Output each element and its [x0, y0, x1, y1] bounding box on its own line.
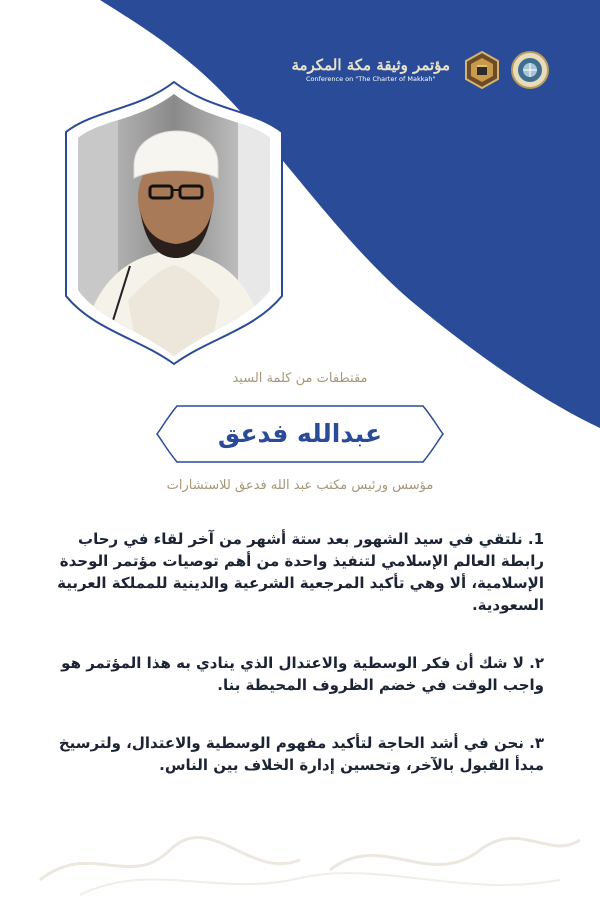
conference-emblem-icon — [462, 50, 502, 90]
quote-point-2: ٢. لا شك أن فكر الوسطية والاعتدال الذي ينادي به هذا المؤتمر هو واجب الوقت في خضم الظروف المحيطة بنا. — [61, 654, 544, 694]
calligraphy-watermark — [0, 760, 600, 900]
quote-point-3: ٣. نحن في أشد الحاجة لتأكيد مفهوم الوسطية والاعتدال، ولترسيخ مبدأ القبول بالآخر، وتحسين إدارة الخلاف بين الناس. — [58, 734, 544, 774]
speaker-name: عبدالله فدعق — [217, 419, 383, 448]
speaker-name-banner — [155, 404, 445, 464]
speaker-intro: مقتطفات من كلمة السيد — [232, 371, 368, 386]
quote-point-1: 1. نلتقي في سيد الشهور بعد ستة أشهر من آخر لقاء في رحاب رابطة العالم الإسلامي لتنفيذ واحدة من أهم توصيات مؤتمر الوحدة الإسلامية، ألا وهي تأكيد المرجعية الشرعية والدينية للمملكة العربية السعودية. — [57, 530, 544, 614]
conference-name-en: Conference on "The Charter of Makkah" — [305, 75, 436, 83]
muslim-world-league-seal-icon — [510, 50, 550, 90]
speaker-portrait-frame — [58, 80, 290, 366]
header-logos — [291, 50, 550, 90]
conference-name-ar: مؤتمر وثيقة مكة المكرمة — [291, 56, 450, 74]
conference-logo-text — [291, 56, 450, 84]
speaker-title: مؤسس ورئيس مكتب عبد الله فدعق للاستشارات — [166, 478, 434, 493]
speaker-photo — [58, 80, 290, 366]
